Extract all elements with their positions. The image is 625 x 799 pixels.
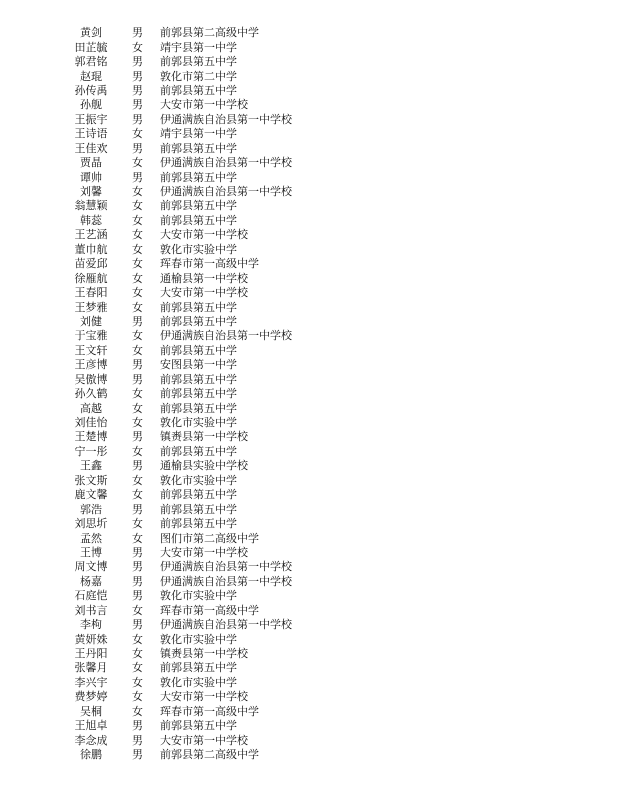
student-school: 镇赉县第一中学校 bbox=[160, 647, 248, 661]
student-name: 孟然 bbox=[80, 531, 102, 545]
student-name: 王佳欢 bbox=[74, 141, 108, 155]
student-school: 前郭县第五中学 bbox=[160, 170, 237, 184]
student-gender: 女 bbox=[132, 704, 143, 718]
student-gender: 女 bbox=[132, 473, 143, 487]
student-gender: 女 bbox=[132, 444, 143, 458]
student-name: 王梦雅 bbox=[74, 300, 108, 314]
roster-row bbox=[64, 228, 394, 242]
student-school: 伊通满族自治县第一中学校 bbox=[160, 574, 292, 588]
student-name: 高越 bbox=[80, 401, 102, 415]
roster-row bbox=[64, 84, 394, 98]
student-gender: 女 bbox=[132, 416, 143, 430]
student-gender: 女 bbox=[132, 185, 143, 199]
student-name: 谭帅 bbox=[80, 170, 102, 184]
roster-row bbox=[64, 300, 394, 314]
student-name: 王振宇 bbox=[74, 112, 108, 126]
student-gender: 女 bbox=[132, 40, 143, 54]
student-gender: 男 bbox=[132, 560, 143, 574]
student-school: 敦化市实验中学 bbox=[160, 473, 237, 487]
student-name: 王丹阳 bbox=[74, 647, 108, 661]
student-name: 刘佳怡 bbox=[74, 416, 108, 430]
roster-row bbox=[64, 329, 394, 343]
roster-row bbox=[64, 55, 394, 69]
roster-row bbox=[64, 604, 394, 618]
student-school: 大安市第一中学校 bbox=[160, 733, 248, 747]
student-school: 前郭县第五中学 bbox=[160, 488, 237, 502]
student-name: 苗爱邱 bbox=[74, 257, 108, 271]
student-name: 王诗语 bbox=[74, 127, 108, 141]
student-gender: 女 bbox=[132, 286, 143, 300]
roster-row bbox=[64, 632, 394, 646]
student-school: 前郭县第五中学 bbox=[160, 141, 237, 155]
roster-row bbox=[64, 127, 394, 141]
roster-row bbox=[64, 647, 394, 661]
student-gender: 女 bbox=[132, 632, 143, 646]
roster-row bbox=[64, 690, 394, 704]
student-school: 珲春市第一高级中学 bbox=[160, 257, 259, 271]
student-school: 前郭县第五中学 bbox=[160, 661, 237, 675]
student-name: 孙传禹 bbox=[74, 83, 108, 97]
roster-row bbox=[64, 733, 394, 747]
student-gender: 女 bbox=[132, 242, 143, 256]
roster-row bbox=[64, 113, 394, 127]
student-name: 孙久鹤 bbox=[74, 387, 108, 401]
student-gender: 女 bbox=[132, 257, 143, 271]
student-name: 王春阳 bbox=[74, 286, 108, 300]
roster-row bbox=[64, 373, 394, 387]
student-school: 前郭县第五中学 bbox=[160, 444, 237, 458]
student-gender: 男 bbox=[132, 141, 143, 155]
student-name: 徐鹏 bbox=[80, 748, 102, 762]
roster-row bbox=[64, 40, 394, 54]
student-gender: 女 bbox=[132, 387, 143, 401]
roster-row bbox=[64, 474, 394, 488]
roster-row bbox=[64, 69, 394, 83]
roster-row bbox=[64, 170, 394, 184]
student-name: 张馨月 bbox=[74, 661, 108, 675]
roster-row bbox=[64, 445, 394, 459]
student-gender: 女 bbox=[132, 127, 143, 141]
student-gender: 女 bbox=[132, 401, 143, 415]
student-gender: 女 bbox=[132, 647, 143, 661]
student-name: 费梦婷 bbox=[74, 690, 108, 704]
student-name: 王鑫 bbox=[80, 459, 102, 473]
student-gender: 女 bbox=[132, 531, 143, 545]
roster-row bbox=[64, 358, 394, 372]
student-school: 敦化市实验中学 bbox=[160, 589, 237, 603]
student-school: 大安市第一中学校 bbox=[160, 228, 248, 242]
roster-row bbox=[64, 257, 394, 271]
student-name: 黄妍姝 bbox=[74, 632, 108, 646]
student-name: 王旭卓 bbox=[74, 719, 108, 733]
student-roster bbox=[64, 26, 394, 762]
student-name: 刘书言 bbox=[74, 603, 108, 617]
student-name: 刘健 bbox=[80, 314, 102, 328]
roster-row bbox=[64, 546, 394, 560]
roster-row bbox=[64, 199, 394, 213]
student-school: 敦化市实验中学 bbox=[160, 632, 237, 646]
student-school: 敦化市第二中学 bbox=[160, 69, 237, 83]
student-school: 敦化市实验中学 bbox=[160, 242, 237, 256]
student-school: 靖宇县第一中学 bbox=[160, 40, 237, 54]
roster-row bbox=[64, 661, 394, 675]
roster-row bbox=[64, 142, 394, 156]
student-name: 张文斯 bbox=[74, 473, 108, 487]
student-school: 前郭县第五中学 bbox=[160, 199, 237, 213]
student-school: 伊通满族自治县第一中学校 bbox=[160, 156, 292, 170]
student-gender: 男 bbox=[132, 719, 143, 733]
student-school: 敦化市实验中学 bbox=[160, 675, 237, 689]
student-name: 王楚博 bbox=[74, 430, 108, 444]
student-name: 刘思圻 bbox=[74, 517, 108, 531]
student-name: 于宝雅 bbox=[74, 329, 108, 343]
roster-row bbox=[64, 214, 394, 228]
student-school: 前郭县第五中学 bbox=[160, 55, 237, 69]
roster-row bbox=[64, 459, 394, 473]
roster-row bbox=[64, 618, 394, 632]
student-name: 李兴宇 bbox=[74, 675, 108, 689]
student-school: 前郭县第五中学 bbox=[160, 213, 237, 227]
student-name: 贾晶 bbox=[80, 156, 102, 170]
student-name: 郭君铭 bbox=[74, 55, 108, 69]
student-school: 通榆县第一中学校 bbox=[160, 271, 248, 285]
student-school: 图们市第二高级中学 bbox=[160, 531, 259, 545]
student-name: 石庭恺 bbox=[74, 589, 108, 603]
roster-row bbox=[64, 26, 394, 40]
student-gender: 男 bbox=[132, 83, 143, 97]
student-school: 前郭县第五中学 bbox=[160, 502, 237, 516]
student-school: 前郭县第五中学 bbox=[160, 343, 237, 357]
student-school: 伊通满族自治县第一中学校 bbox=[160, 112, 292, 126]
student-school: 前郭县第五中学 bbox=[160, 719, 237, 733]
student-name: 赵琨 bbox=[80, 69, 102, 83]
student-school: 大安市第一中学校 bbox=[160, 286, 248, 300]
student-gender: 男 bbox=[132, 314, 143, 328]
student-school: 前郭县第五中学 bbox=[160, 83, 237, 97]
student-name: 吴傲博 bbox=[74, 372, 108, 386]
roster-row bbox=[64, 185, 394, 199]
student-gender: 男 bbox=[132, 26, 143, 40]
student-gender: 男 bbox=[132, 733, 143, 747]
student-school: 前郭县第五中学 bbox=[160, 314, 237, 328]
student-gender: 男 bbox=[132, 98, 143, 112]
student-gender: 女 bbox=[132, 488, 143, 502]
student-name: 徐雁航 bbox=[74, 271, 108, 285]
student-school: 前郭县第五中学 bbox=[160, 300, 237, 314]
student-gender: 男 bbox=[132, 112, 143, 126]
student-name: 翁慧颖 bbox=[74, 199, 108, 213]
student-school: 靖宇县第一中学 bbox=[160, 127, 237, 141]
student-name: 王彦博 bbox=[74, 358, 108, 372]
student-school: 前郭县第二高级中学 bbox=[160, 26, 259, 40]
roster-row bbox=[64, 271, 394, 285]
student-school: 前郭县第五中学 bbox=[160, 401, 237, 415]
roster-row bbox=[64, 401, 394, 415]
student-name: 宁一彤 bbox=[74, 444, 108, 458]
student-gender: 男 bbox=[132, 502, 143, 516]
student-school: 敦化市实验中学 bbox=[160, 416, 237, 430]
student-school: 伊通满族自治县第一中学校 bbox=[160, 329, 292, 343]
roster-row bbox=[64, 517, 394, 531]
student-gender: 女 bbox=[132, 603, 143, 617]
roster-row bbox=[64, 575, 394, 589]
roster-row bbox=[64, 416, 394, 430]
student-gender: 男 bbox=[132, 589, 143, 603]
student-gender: 女 bbox=[132, 343, 143, 357]
student-gender: 女 bbox=[132, 271, 143, 285]
student-school: 大安市第一中学校 bbox=[160, 98, 248, 112]
student-name: 王艺涵 bbox=[74, 228, 108, 242]
student-name: 王文轩 bbox=[74, 343, 108, 357]
student-school: 安图县第一中学 bbox=[160, 358, 237, 372]
student-school: 前郭县第五中学 bbox=[160, 387, 237, 401]
roster-row bbox=[64, 719, 394, 733]
student-gender: 男 bbox=[132, 545, 143, 559]
student-school: 珲春市第一高级中学 bbox=[160, 603, 259, 617]
student-school: 伊通满族自治县第一中学校 bbox=[160, 185, 292, 199]
student-gender: 男 bbox=[132, 748, 143, 762]
student-school: 通榆县实验中学校 bbox=[160, 459, 248, 473]
student-name: 田芷毓 bbox=[74, 40, 108, 54]
student-gender: 男 bbox=[132, 459, 143, 473]
student-school: 镇赉县第一中学校 bbox=[160, 430, 248, 444]
student-name: 吴桐 bbox=[80, 704, 102, 718]
roster-row bbox=[64, 156, 394, 170]
roster-row bbox=[64, 502, 394, 516]
student-school: 伊通满族自治县第一中学校 bbox=[160, 618, 292, 632]
student-gender: 女 bbox=[132, 517, 143, 531]
student-name: 李枸 bbox=[80, 618, 102, 632]
roster-row bbox=[64, 430, 394, 444]
student-school: 前郭县第五中学 bbox=[160, 372, 237, 386]
roster-row bbox=[64, 98, 394, 112]
student-name: 周文博 bbox=[74, 560, 108, 574]
student-gender: 男 bbox=[132, 372, 143, 386]
student-name: 刘馨 bbox=[80, 185, 102, 199]
roster-row bbox=[64, 589, 394, 603]
student-name: 王博 bbox=[80, 545, 102, 559]
student-school: 前郭县第二高级中学 bbox=[160, 748, 259, 762]
student-name: 杨嘉 bbox=[80, 574, 102, 588]
student-gender: 男 bbox=[132, 430, 143, 444]
roster-row bbox=[64, 344, 394, 358]
student-name: 董巾航 bbox=[74, 242, 108, 256]
student-name: 郭浩 bbox=[80, 502, 102, 516]
roster-row bbox=[64, 488, 394, 502]
roster-row bbox=[64, 748, 394, 762]
student-school: 大安市第一中学校 bbox=[160, 690, 248, 704]
student-gender: 女 bbox=[132, 300, 143, 314]
roster-row bbox=[64, 531, 394, 545]
student-gender: 女 bbox=[132, 329, 143, 343]
student-school: 大安市第一中学校 bbox=[160, 545, 248, 559]
roster-row bbox=[64, 676, 394, 690]
student-school: 珲春市第一高级中学 bbox=[160, 704, 259, 718]
student-gender: 男 bbox=[132, 574, 143, 588]
student-gender: 男 bbox=[132, 69, 143, 83]
student-name: 韩蕊 bbox=[80, 213, 102, 227]
student-gender: 男 bbox=[132, 170, 143, 184]
student-name: 黄剑 bbox=[80, 26, 102, 40]
student-gender: 女 bbox=[132, 690, 143, 704]
student-gender: 男 bbox=[132, 55, 143, 69]
roster-row bbox=[64, 387, 394, 401]
roster-row bbox=[64, 243, 394, 257]
student-name: 孙舰 bbox=[80, 98, 102, 112]
roster-row bbox=[64, 560, 394, 574]
student-gender: 女 bbox=[132, 199, 143, 213]
student-gender: 女 bbox=[132, 228, 143, 242]
student-name: 鹿文馨 bbox=[74, 488, 108, 502]
student-gender: 女 bbox=[132, 675, 143, 689]
roster-row bbox=[64, 286, 394, 300]
student-gender: 女 bbox=[132, 213, 143, 227]
student-gender: 男 bbox=[132, 358, 143, 372]
roster-row bbox=[64, 705, 394, 719]
student-school: 前郭县第五中学 bbox=[160, 517, 237, 531]
student-name: 李念成 bbox=[74, 733, 108, 747]
student-gender: 女 bbox=[132, 156, 143, 170]
student-gender: 女 bbox=[132, 661, 143, 675]
student-school: 伊通满族自治县第一中学校 bbox=[160, 560, 292, 574]
roster-row bbox=[64, 315, 394, 329]
student-gender: 男 bbox=[132, 618, 143, 632]
